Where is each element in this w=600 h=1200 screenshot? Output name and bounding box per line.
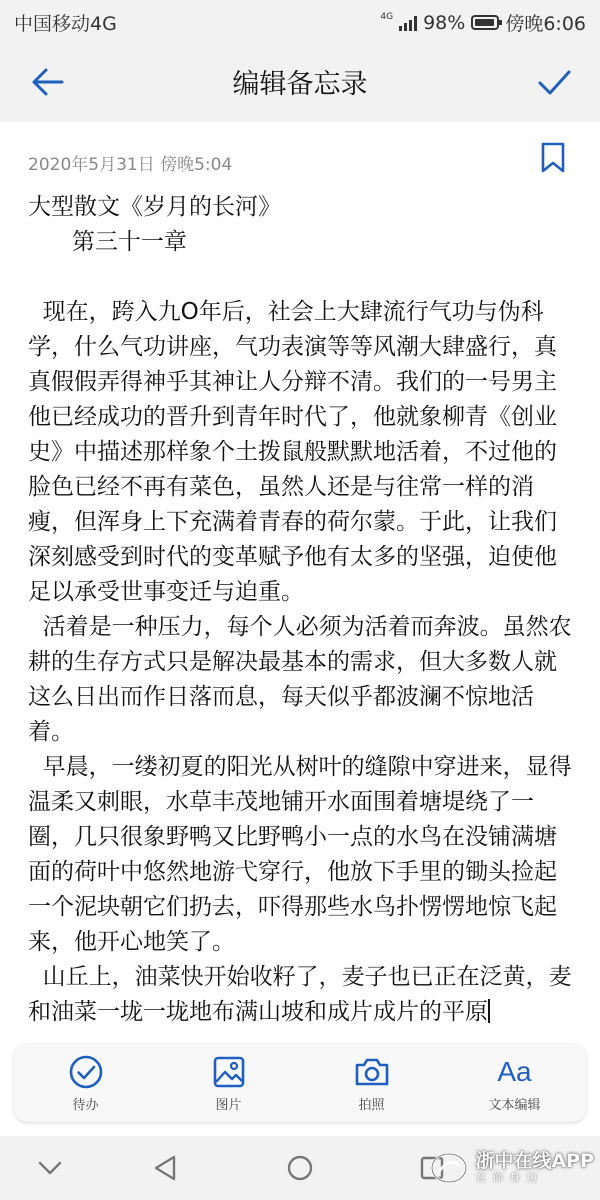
- watermark-logo-icon: [429, 1150, 469, 1186]
- camera-icon: [354, 1055, 390, 1089]
- status-bar: [0, 0, 600, 40]
- chevron-down-icon: [34, 1152, 66, 1184]
- title-bar: [0, 40, 600, 122]
- watermark-title: 浙中在线APP: [475, 1150, 594, 1172]
- circle-home-icon: [284, 1152, 316, 1184]
- todo-label: 待办: [72, 1098, 99, 1113]
- system-nav-bar: [0, 1136, 600, 1200]
- battery-percent: 98%: [423, 11, 466, 34]
- note-body-content[interactable]: 大型散文《岁月的长河》 第三十一章 现在，跨入九O年后，社会上大肆流行气功与伪科学，什么气功讲座，气功表演等等风潮大肆盛行，真真假假弄得神乎其神让人分辩不清。我们的一号男主他已经成功的晋升到青年时代了，他就象柳青《创业史》中描述那样象个土拨鼠般默默地活着，不过他的脸色已经不再有菜色，虽然人还是与往常一样的消瘦，但浑身上下充满着青春的荷尔蒙。于此，让我们深刻感受到时代的变革赋予他有太多的坚强，迫使他足以承受世事变迁与迫重。 活着是一种压力，每个人必须为活着而奔波。虽然农耕的生存方式只是解决最基本的需求，但大多数人就这么日出而作日落而息，每天似乎都波澜不惊地活着。 早晨，一缕初夏的阳光从树叶的缝隙中穿进来，显得温柔又刺眼，水草丰茂地铺开水面围着塘堤绕了一圈，几只很象野鸭又比野鸭小一点的水鸟在没铺满塘面的荷叶中悠然地游弋穿行，他放下手里的锄头捡起一个泥块朝它们扔去，吓得那些水鸟扑愣愣地惊飞起来，他开心地笑了。 山丘上，油菜快开始收籽了，麦子也已正在泛黄，麦和油菜一垅一垅地布满山坡和成片成片的平原: [28, 194, 572, 1025]
- network-type-label: 4G: [380, 11, 394, 22]
- image-button[interactable]: [157, 1044, 300, 1122]
- battery-icon: [471, 15, 499, 30]
- text-format-label: 文本编辑: [488, 1098, 541, 1113]
- todo-button[interactable]: [14, 1044, 157, 1122]
- save-button[interactable]: [534, 62, 574, 102]
- check-icon: [534, 62, 574, 102]
- checklist-icon: [68, 1054, 104, 1090]
- clock: 傍晚6:06: [505, 13, 586, 35]
- editor-toolbar: [14, 1044, 586, 1122]
- hide-nav-button[interactable]: [34, 1152, 66, 1184]
- status-icons: [380, 9, 586, 36]
- watermark: [429, 1150, 594, 1186]
- note-body-text[interactable]: [28, 190, 576, 1030]
- carrier-label: 中国移动4G: [14, 13, 117, 35]
- bookmark-icon: [540, 142, 566, 174]
- home-nav-button[interactable]: [284, 1152, 316, 1184]
- back-nav-button[interactable]: [150, 1152, 182, 1184]
- watermark-subtitle: 在你身边: [475, 1171, 544, 1184]
- camera-label: 拍照: [358, 1098, 385, 1113]
- text-cursor: [488, 999, 490, 1023]
- page-title: 编辑备忘录: [232, 69, 368, 100]
- text-format-icon: Aa: [497, 1056, 532, 1087]
- note-editor: [0, 122, 600, 1042]
- text-format-button[interactable]: [443, 1044, 586, 1122]
- triangle-back-icon: [150, 1152, 182, 1184]
- image-icon: [212, 1055, 246, 1089]
- signal-icon: [399, 15, 417, 31]
- bookmark-button[interactable]: [540, 142, 566, 174]
- camera-button[interactable]: [300, 1044, 443, 1122]
- image-label: 图片: [215, 1098, 242, 1113]
- note-timestamp: 2020年5月31日 傍晚5:04: [28, 155, 233, 175]
- watermark-text: [475, 1151, 594, 1185]
